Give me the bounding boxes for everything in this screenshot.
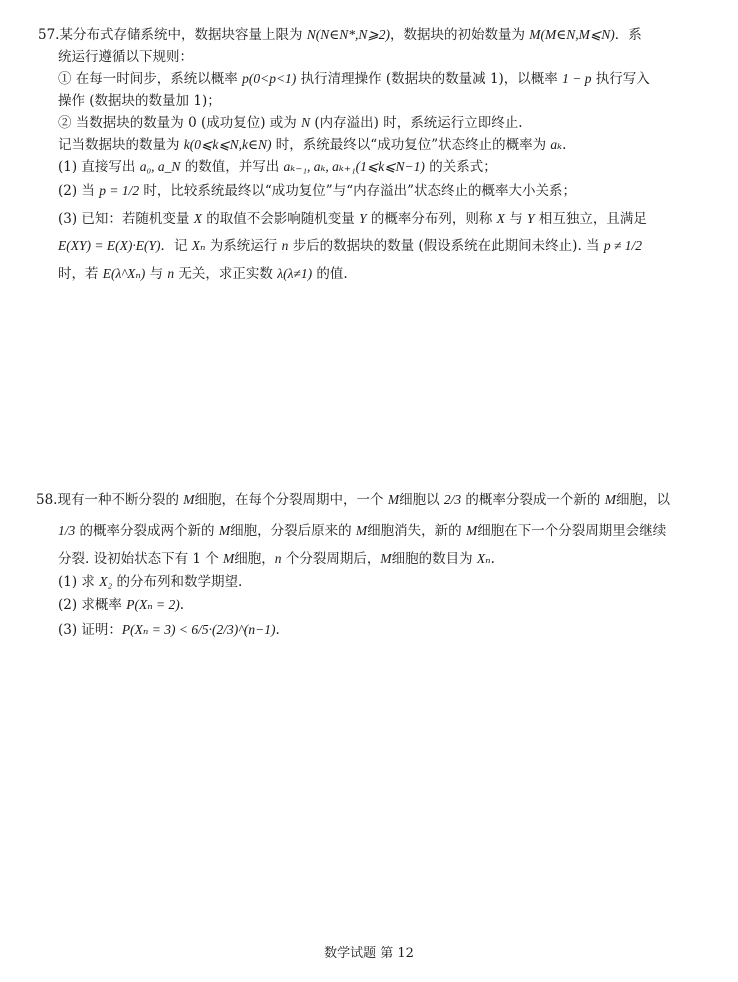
problem-58-line-3: 分裂. 设初始状态下有 1 个 M细胞，n 个分裂周期后，M细胞的数目为 Xₙ. xyxy=(58,551,495,567)
problem-57-line-1: 57.某分布式存储系统中，数据块容量上限为 N(N∈N*,N⩾2)，数据块的初始数量为 M(M∈N,M⩽N)．系 xyxy=(38,27,642,43)
problem-57-line-5: ② 当数据块的数量为 0 (成功复位) 或为 N (内存溢出) 时，系统运行立即终止. xyxy=(58,115,523,131)
problem-57-part-3-line-2: E(XY) = E(X)·E(Y)．记 Xₙ 为系统运行 n 步后的数据块的数量 (假设系统在此期间未终止). 当 p ≠ 1/2 xyxy=(58,238,642,254)
problem-57-part-3-line-3: 时，若 E(λ^Xₙ) 与 n 无关，求正实数 λ(λ≠1) 的值. xyxy=(58,266,348,282)
problem-number: 58. xyxy=(36,492,58,508)
problem-57-line-6: 记当数据块的数量为 k(0⩽k⩽N,k∈N) 时，系统最终以“成功复位”状态终止的概率为 aₖ. xyxy=(58,137,567,153)
problem-57-part-1: (1) 直接写出 a₀, a_N 的数值，并写出 aₖ₋₁, aₖ, aₖ₊₁(1⩽k⩽N−1) 的关系式； xyxy=(58,159,497,175)
problem-58-line-2: 1/3 的概率分裂成两个新的 M细胞，分裂后原来的 M细胞消失，新的 M细胞在下一个分裂周期里会继续 xyxy=(58,523,667,539)
problem-57-part-2: (2) 当 p = 1/2 时，比较系统最终以“成功复位”与“内存溢出”状态终止的概率大小关系； xyxy=(58,183,576,199)
problem-58-part-1: (1) 求 X₂ 的分布列和数学期望. xyxy=(58,574,243,590)
problem-58-part-3: (3) 证明：P(Xₙ = 3) < 6/5·(2/3)^(n−1). xyxy=(58,622,280,638)
problem-57-part-3: (3) 已知：若随机变量 X 的取值不会影响随机变量 Y 的概率分布列，则称 X 与 Y 相互独立，且满足 xyxy=(58,211,647,227)
problem-58-line-1: 58.现有一种不断分裂的 M细胞，在每个分裂周期中，一个 M细胞以 2/3 的概率分裂成一个新的 M细胞，以 xyxy=(36,492,670,508)
problem-57-line-2: 统运行遵循以下规则： xyxy=(58,49,193,65)
problem-number: 57. xyxy=(38,27,60,43)
problem-58-part-2: (2) 求概率 P(Xₙ = 2). xyxy=(58,597,185,613)
problem-57-line-4: 操作 (数据块的数量加 1)； xyxy=(58,93,221,109)
problem-57-line-3: ① 在每一时间步，系统以概率 p(0<p<1) 执行清理操作 (数据块的数量减 1)，以概率 1 − p 执行写入 xyxy=(58,71,650,87)
page-footer: 数学试题 第 12 xyxy=(324,946,414,961)
